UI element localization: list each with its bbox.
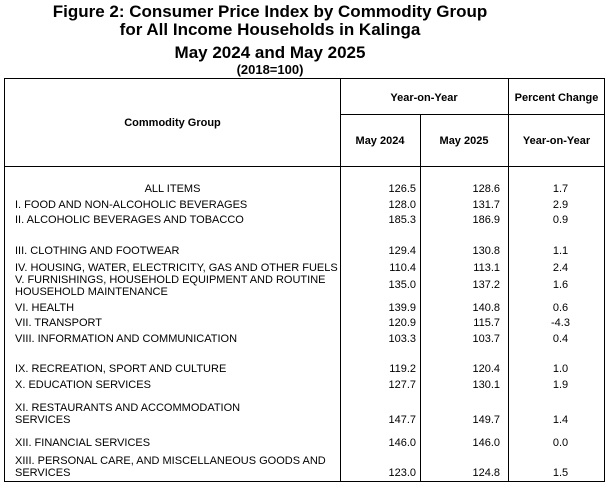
title-line-4: (2018=100): [236, 62, 304, 77]
cell-may2025: 124.8: [472, 467, 500, 479]
cell-may2024: 128.0: [388, 199, 416, 211]
cell-may2025: 186.9: [472, 214, 500, 226]
cell-may2024: 127.7: [388, 379, 416, 391]
cell-pct-change: -4.3: [551, 317, 570, 329]
cell-may2025: 113.1: [473, 262, 500, 274]
cell-pct-change: 1.7: [552, 183, 569, 195]
cell-pct-change: 1.5: [552, 467, 569, 479]
cell-may2024: 139.9: [388, 302, 416, 314]
cell-pct-change: 2.9: [552, 199, 569, 211]
header-year-on-year: Year-on-Year: [390, 92, 458, 104]
cell-may2024: 126.5: [388, 183, 416, 195]
header-percent-change: Percent Change: [514, 92, 599, 104]
row-label: IV. HOUSING, WATER, ELECTRICITY, GAS AND OTHER FUELS: [15, 262, 338, 274]
cell-may2024: 119.2: [389, 363, 416, 375]
cell-may2024: 129.4: [388, 245, 416, 257]
title-line-1: Figure 2: Consumer Price Index by Commodity Group: [52, 2, 488, 21]
row-label: V. FURNISHINGS, HOUSEHOLD EQUIPMENT AND ROUTINE HOUSEHOLD MAINTENANCE: [15, 274, 326, 298]
header-divider: [340, 114, 605, 115]
cell-may2024: 120.9: [388, 317, 416, 329]
cell-may2025: 130.8: [472, 245, 500, 257]
cell-may2024: 185.3: [388, 214, 416, 226]
cell-may2024: 135.0: [388, 279, 416, 291]
row-label: III. CLOTHING AND FOOTWEAR: [15, 245, 180, 257]
cell-pct-change: 2.4: [552, 262, 569, 274]
row-label: IX. RECREATION, SPORT AND CULTURE: [15, 363, 227, 375]
cell-may2025: 131.7: [472, 199, 500, 211]
cpi-table: [4, 78, 605, 482]
cell-may2025: 130.1: [472, 379, 500, 391]
cell-may2025: 115.7: [473, 317, 500, 329]
header-may-2024: May 2024: [355, 135, 405, 147]
cell-pct-change: 1.1: [552, 245, 569, 257]
row-label: VIII. INFORMATION AND COMMUNICATION: [15, 333, 238, 345]
row-label: XI. RESTAURANTS AND ACCOMMODATION SERVICES: [15, 402, 241, 426]
cell-may2024: 110.4: [389, 262, 416, 274]
row-label: I. FOOD AND NON-ALCOHOLIC BEVERAGES: [15, 199, 248, 211]
header-may-2025: May 2025: [439, 135, 489, 147]
header-pct-year-on-year: Year-on-Year: [522, 135, 591, 147]
cell-may2024: 103.3: [388, 333, 416, 345]
divider-may-cols: [420, 114, 421, 481]
cell-pct-change: 0.4: [552, 333, 569, 345]
header-commodity-group: Commodity Group: [124, 117, 221, 129]
cell-may2024: 123.0: [388, 467, 416, 479]
figure-title: [0, 3, 540, 77]
cell-pct-change: 1.0: [552, 363, 569, 375]
row-label: VI. HEALTH: [15, 302, 75, 314]
row-label: II. ALCOHOLIC BEVERAGES AND TOBACCO: [15, 214, 244, 226]
cell-pct-change: 0.9: [552, 214, 569, 226]
title-line-3: May 2024 and May 2025: [174, 43, 366, 62]
row-label: XIII. PERSONAL CARE, AND MISCELLANEOUS GOODS AND SERVICES: [15, 455, 326, 479]
cell-pct-change: 0.6: [552, 302, 569, 314]
cell-may2025: 128.6: [472, 183, 500, 195]
cell-pct-change: 0.0: [552, 437, 569, 449]
cell-pct-change: 1.9: [552, 379, 569, 391]
row-label-all-items: ALL ITEMS: [144, 183, 201, 195]
cell-may2025: 120.4: [472, 363, 500, 375]
cell-may2025: 149.7: [472, 414, 500, 426]
cell-may2024: 146.0: [388, 437, 416, 449]
cell-may2025: 140.8: [472, 302, 500, 314]
title-line-2: for All Income Households in Kalinga: [119, 20, 421, 39]
row-label: VII. TRANSPORT: [15, 317, 103, 329]
header-bottom-rule: [5, 166, 604, 167]
cell-may2024: 147.7: [388, 414, 416, 426]
cell-may2025: 146.0: [472, 437, 500, 449]
cell-may2025: 137.2: [472, 279, 500, 291]
cell-pct-change: 1.6: [552, 279, 569, 291]
row-label: XII. FINANCIAL SERVICES: [15, 437, 151, 449]
cell-may2025: 103.7: [472, 333, 500, 345]
row-label: X. EDUCATION SERVICES: [15, 379, 151, 391]
cell-pct-change: 1.4: [552, 414, 569, 426]
